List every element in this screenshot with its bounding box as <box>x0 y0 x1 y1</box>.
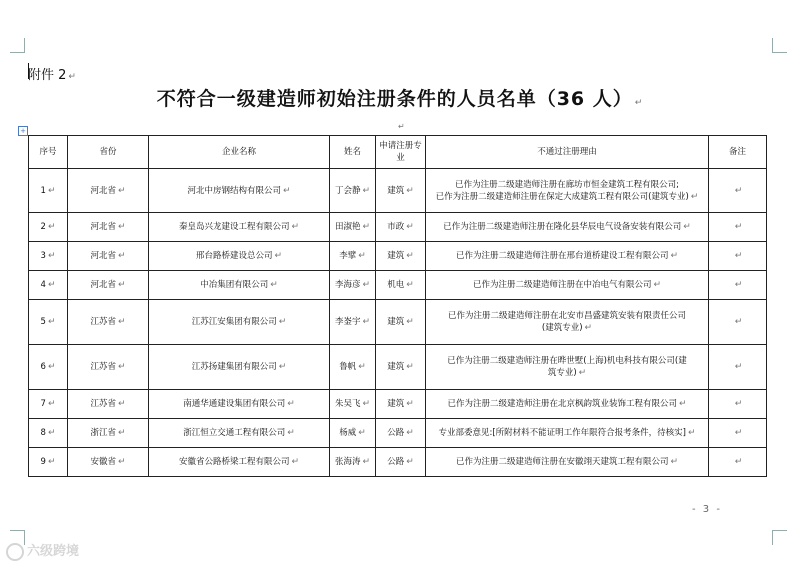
cell-name-text: 丁会静 <box>334 185 361 196</box>
table-row <box>29 169 767 213</box>
cell-name[interactable] <box>330 213 376 242</box>
cell-end-mark: ↵ <box>47 317 56 327</box>
cell-company-text: 河北中房钢结构有限公司 <box>187 185 281 196</box>
cell-end-mark: ↵ <box>117 362 126 372</box>
cell-end-mark: ↵ <box>47 222 56 232</box>
cell-no-text: 7 <box>40 399 46 409</box>
cell-end-mark: ↵ <box>270 280 278 290</box>
cell-no[interactable] <box>29 300 68 345</box>
cell-end-mark: ↵ <box>47 457 56 467</box>
document-title[interactable] <box>0 84 800 111</box>
cell-major[interactable] <box>376 448 426 477</box>
cell-province-text: 河北省 <box>90 185 116 196</box>
cell-end-mark: ↵ <box>578 368 587 378</box>
cell-province[interactable] <box>68 169 149 213</box>
cell-no-text: 4 <box>40 280 46 290</box>
col-header-note: 备注 <box>709 136 767 169</box>
cell-name[interactable] <box>330 300 376 345</box>
page-number: - 3 - <box>692 504 722 515</box>
cell-end-mark: ↵ <box>47 399 56 409</box>
cell-company[interactable] <box>149 271 330 300</box>
watermark-text: 六级跨境 <box>27 544 80 559</box>
cell-company-text: 中冶集团有限公司 <box>200 280 269 290</box>
cell-no-text: 1 <box>40 185 46 196</box>
cell-end-mark: ↵ <box>406 280 414 290</box>
cell-major-text: 市政 <box>387 222 405 232</box>
cell-end-mark: ↵ <box>734 280 743 290</box>
cell-no[interactable] <box>29 242 68 271</box>
cell-company-text: 安徽省公路桥梁工程有限公司 <box>178 457 290 467</box>
cell-reason-text: 专业部委意见:[所附材料不能证明工作年限符合报考条件，待核实] <box>438 428 686 438</box>
cell-province[interactable] <box>68 242 149 271</box>
cell-end-mark: ↵ <box>406 251 414 261</box>
table-row <box>29 213 767 242</box>
table-row <box>29 242 767 271</box>
table-move-handle-icon[interactable]: + <box>18 126 28 136</box>
cell-province[interactable] <box>68 419 149 448</box>
cell-end-mark: ↵ <box>362 317 371 327</box>
cell-no-text: 2 <box>40 222 46 232</box>
table-row <box>29 390 767 419</box>
cell-end-mark: ↵ <box>117 399 126 409</box>
cell-company[interactable] <box>149 419 330 448</box>
col-header-province: 省份 <box>68 136 149 169</box>
cell-reason-text: 已作为注册二级建造师注册在中冶电气有限公司 <box>472 280 652 290</box>
cell-end-mark: ↵ <box>406 399 414 409</box>
cell-end-mark: ↵ <box>362 457 371 467</box>
table-row <box>29 419 767 448</box>
cell-note[interactable] <box>709 448 767 477</box>
cell-end-mark: ↵ <box>734 428 743 438</box>
cell-major[interactable] <box>376 345 426 390</box>
cell-end-mark: ↵ <box>117 457 126 467</box>
cell-end-mark: ↵ <box>653 280 662 290</box>
cell-end-mark: ↵ <box>117 222 126 232</box>
cell-company-text: 邢台路桥建设总公司 <box>195 251 273 261</box>
cell-reason[interactable] <box>426 213 709 242</box>
title-text: 不符合一级建造师初始注册条件的人员名单（36 人） <box>156 88 633 110</box>
cell-company-text: 南通华通建设集团有限公司 <box>183 399 286 409</box>
cell-end-mark: ↵ <box>278 362 287 372</box>
cell-major-text: 机电 <box>387 280 405 290</box>
col-header-major: 申请注册专业 <box>376 136 426 169</box>
cell-end-mark: ↵ <box>358 251 366 261</box>
cell-end-mark: ↵ <box>47 280 56 290</box>
margin-corner-bottom-right <box>772 530 787 545</box>
cell-note[interactable] <box>709 271 767 300</box>
cell-end-mark: ↵ <box>117 185 126 196</box>
cell-company[interactable] <box>149 300 330 345</box>
cell-end-mark: ↵ <box>406 317 414 327</box>
cell-end-mark: ↵ <box>670 457 679 467</box>
table-row <box>29 448 767 477</box>
cell-note[interactable] <box>709 242 767 271</box>
cell-company[interactable] <box>149 213 330 242</box>
cell-note[interactable] <box>709 345 767 390</box>
cell-province[interactable] <box>68 213 149 242</box>
table-row <box>29 271 767 300</box>
cell-no-text: 3 <box>40 251 46 261</box>
cell-name[interactable] <box>330 448 376 477</box>
cell-name-text: 李海彦 <box>334 280 361 290</box>
cell-name[interactable] <box>330 390 376 419</box>
cell-end-mark: ↵ <box>282 185 291 196</box>
cell-reason[interactable] <box>426 271 709 300</box>
cell-name-text: 李崟宇 <box>334 317 361 327</box>
cell-major-text: 建筑 <box>387 251 405 261</box>
watermark-logo-icon <box>6 543 24 561</box>
cell-major-text: 建筑 <box>387 185 405 196</box>
cell-reason-text: 已作为注册二级建造师注册在晔世墅(上海)机电科技有限公司(建 筑专业) <box>447 356 687 378</box>
margin-corner-top-left <box>10 38 25 53</box>
cell-no-text: 6 <box>40 362 46 372</box>
cell-reason-text: 已作为注册二级建造师注册在邢台道桥建设工程有限公司 <box>455 251 669 261</box>
cell-end-mark: ↵ <box>687 428 696 438</box>
cell-reason[interactable] <box>426 345 709 390</box>
cell-reason[interactable] <box>426 169 709 213</box>
cell-end-mark: ↵ <box>274 251 283 261</box>
paragraph-mark: ↵ <box>398 122 405 131</box>
cell-major-text: 建筑 <box>387 317 405 327</box>
cell-province[interactable] <box>68 448 149 477</box>
cell-no[interactable] <box>29 169 68 213</box>
cell-major[interactable] <box>376 213 426 242</box>
cell-province-text: 河北省 <box>90 251 116 261</box>
cell-company[interactable] <box>149 169 330 213</box>
cell-reason-text: 已作为注册二级建造师注册在廊坊市恒金建筑工程有限公司; 已作为注册二级建造师注册在保定大成建筑工程有限公司(建筑专业) <box>435 179 689 202</box>
margin-corner-top-right <box>772 38 787 53</box>
cell-no[interactable] <box>29 345 68 390</box>
cell-end-mark: ↵ <box>406 362 414 372</box>
cell-end-mark: ↵ <box>584 323 593 333</box>
cell-end-mark: ↵ <box>362 280 371 290</box>
cell-reason[interactable] <box>426 300 709 345</box>
cell-name-text: 张海涛 <box>334 457 361 467</box>
cell-reason-text: 已作为注册二级建造师注册在隆化县华辰电气设备安装有限公司 <box>443 222 682 232</box>
cell-major[interactable] <box>376 242 426 271</box>
cell-note[interactable] <box>709 169 767 213</box>
cell-major-text: 建筑 <box>387 362 405 372</box>
cell-end-mark: ↵ <box>670 251 679 261</box>
cell-end-mark: ↵ <box>406 185 414 196</box>
cell-note[interactable] <box>709 300 767 345</box>
cell-name[interactable] <box>330 271 376 300</box>
cell-name[interactable] <box>330 419 376 448</box>
watermark <box>6 540 79 561</box>
cell-major[interactable] <box>376 390 426 419</box>
cell-end-mark: ↵ <box>358 362 366 372</box>
cell-province-text: 江苏省 <box>90 399 116 409</box>
cell-province-text: 安徽省 <box>90 457 116 467</box>
roster-table <box>28 135 767 477</box>
cell-end-mark: ↵ <box>690 191 699 202</box>
cell-note[interactable] <box>709 419 767 448</box>
cell-reason[interactable] <box>426 448 709 477</box>
cell-name-text: 田淑艳 <box>334 222 361 232</box>
col-header-no: 序号 <box>29 136 68 169</box>
cell-major[interactable] <box>376 419 426 448</box>
cell-end-mark: ↵ <box>734 185 743 196</box>
cell-end-mark: ↵ <box>278 317 287 327</box>
cell-company-text: 江苏江安集团有限公司 <box>191 317 277 327</box>
cell-end-mark: ↵ <box>362 399 371 409</box>
cell-company[interactable] <box>149 390 330 419</box>
cell-name-text: 朱吴飞 <box>334 399 361 409</box>
cell-company[interactable] <box>149 448 330 477</box>
cell-province-text: 江苏省 <box>90 362 116 372</box>
cell-end-mark: ↵ <box>47 251 56 261</box>
cell-reason[interactable] <box>426 242 709 271</box>
table-header-row <box>29 136 767 169</box>
cell-end-mark: ↵ <box>47 428 56 438</box>
col-header-company: 企业名称 <box>149 136 330 169</box>
cell-name[interactable] <box>330 169 376 213</box>
cell-major[interactable] <box>376 169 426 213</box>
cell-reason[interactable] <box>426 390 709 419</box>
cell-end-mark: ↵ <box>683 222 691 232</box>
cell-end-mark: ↵ <box>117 428 126 438</box>
cell-end-mark: ↵ <box>406 222 414 232</box>
cell-company[interactable] <box>149 345 330 390</box>
cell-major[interactable] <box>376 300 426 345</box>
cell-name[interactable] <box>330 345 376 390</box>
cell-end-mark: ↵ <box>734 251 743 261</box>
cell-name-text: 鲁帆 <box>339 362 357 372</box>
cell-reason-text: 已作为注册二级建造师注册在北京枫韵筑业装饰工程有限公司 <box>447 399 677 409</box>
cell-province[interactable] <box>68 345 149 390</box>
cell-province-text: 河北省 <box>90 222 116 232</box>
cell-province[interactable] <box>68 390 149 419</box>
cell-major-text: 公路 <box>387 457 405 467</box>
attachment-label[interactable] <box>28 64 76 83</box>
cell-company-text: 浙江恒立交通工程有限公司 <box>183 428 286 438</box>
cell-province-text: 河北省 <box>90 280 116 290</box>
cell-name[interactable] <box>330 242 376 271</box>
cell-name-text: 李擘 <box>339 251 357 261</box>
attachment-text: 附件 2 <box>28 68 67 83</box>
cell-end-mark: ↵ <box>362 185 371 196</box>
cell-end-mark: ↵ <box>678 399 687 409</box>
cell-province-text: 浙江省 <box>90 428 116 438</box>
cell-no-text: 8 <box>40 428 46 438</box>
cell-end-mark: ↵ <box>734 317 743 327</box>
cell-no[interactable] <box>29 271 68 300</box>
cell-end-mark: ↵ <box>291 222 300 232</box>
table-row <box>29 345 767 390</box>
cell-end-mark: ↵ <box>734 362 743 372</box>
cell-end-mark: ↵ <box>734 222 743 232</box>
cell-end-mark: ↵ <box>47 185 56 196</box>
cell-note[interactable] <box>709 213 767 242</box>
cell-province-text: 江苏省 <box>90 317 116 327</box>
cell-company-text: 秦皇岛兴龙建设工程有限公司 <box>178 222 290 232</box>
cell-name-text: 杨威 <box>339 428 357 438</box>
col-header-name: 姓名 <box>330 136 376 169</box>
cell-reason-text: 已作为注册二级建造师注册在安徽翊天建筑工程有限公司 <box>455 457 669 467</box>
cell-company-text: 江苏扬建集团有限公司 <box>191 362 277 372</box>
cell-end-mark: ↵ <box>287 428 295 438</box>
cell-end-mark: ↵ <box>362 222 371 232</box>
cell-province[interactable] <box>68 271 149 300</box>
cell-province[interactable] <box>68 300 149 345</box>
col-header-reason: 不通过注册理由 <box>426 136 709 169</box>
paragraph-mark: ↵ <box>634 98 644 108</box>
cell-no-text: 5 <box>40 317 46 327</box>
paragraph-mark: ↵ <box>68 72 76 82</box>
cell-end-mark: ↵ <box>406 457 414 467</box>
cell-company[interactable] <box>149 242 330 271</box>
cell-no[interactable] <box>29 390 68 419</box>
cell-reason-text: 已作为注册二级建造师注册在北安市昌盛建筑安装有限责任公司 (建筑专业) <box>447 311 686 333</box>
cell-major[interactable] <box>376 271 426 300</box>
cell-end-mark: ↵ <box>47 362 56 372</box>
cell-end-mark: ↵ <box>358 428 366 438</box>
cell-end-mark: ↵ <box>117 317 126 327</box>
cell-end-mark: ↵ <box>734 457 743 467</box>
cell-end-mark: ↵ <box>117 251 126 261</box>
cell-no[interactable] <box>29 419 68 448</box>
cell-end-mark: ↵ <box>406 428 414 438</box>
cell-end-mark: ↵ <box>734 399 743 409</box>
cell-major-text: 建筑 <box>387 399 405 409</box>
table-row <box>29 300 767 345</box>
cell-end-mark: ↵ <box>287 399 295 409</box>
cell-note[interactable] <box>709 390 767 419</box>
cell-end-mark: ↵ <box>117 280 126 290</box>
cell-reason[interactable] <box>426 419 709 448</box>
cell-end-mark: ↵ <box>291 457 300 467</box>
cell-no[interactable] <box>29 448 68 477</box>
cell-major-text: 公路 <box>387 428 405 438</box>
cell-no-text: 9 <box>40 457 46 467</box>
cell-no[interactable] <box>29 213 68 242</box>
